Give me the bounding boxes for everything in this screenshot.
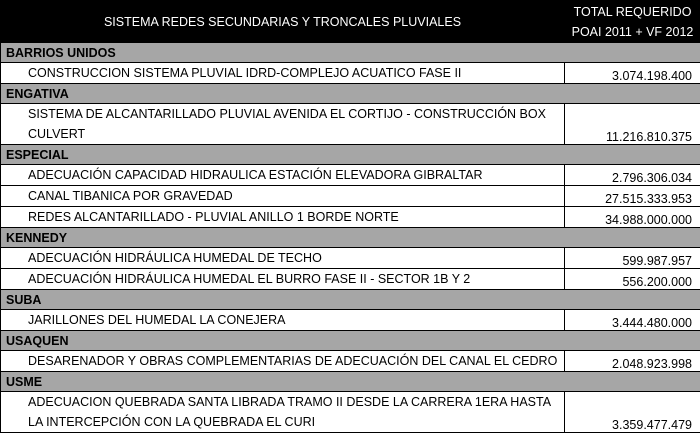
group-row-suba [1,290,700,310]
project-total: 2.796.306.034 [565,165,700,186]
table-row [1,269,700,290]
group-row-usaquen [1,331,700,351]
header-row [1,1,700,43]
project-total: 27.515.333.953 [565,186,700,207]
table-row [1,186,700,207]
project-total: 34.988.000.000 [565,207,700,228]
group-row-barrios-unidos [1,43,700,63]
table-row [1,392,700,433]
project-description: ADECUACIÓN HIDRÁULICA HUMEDAL DE TECHO [1,248,565,269]
group-name: KENNEDY [1,228,700,248]
project-description: CONSTRUCCION SISTEMA PLUVIAL IDRD-COMPLEJO ACUATICO FASE II [1,63,565,84]
table-row [1,104,700,145]
total-header-line2: POAI 2011 + VF 2012 [570,22,695,42]
project-total: 3.074.198.400 [565,63,700,84]
total-header-line1: TOTAL REQUERIDO [570,2,695,22]
group-row-especial [1,145,700,165]
table-row [1,207,700,228]
project-total: 556.200.000 [565,269,700,290]
project-total: 11.216.810.375 [565,104,700,145]
project-description: JARILLONES DEL HUMEDAL LA CONEJERA [1,310,565,331]
group-row-engativa [1,84,700,104]
project-description: DESARENADOR Y OBRAS COMPLEMENTARIAS DE ADECUACIÓN DEL CANAL EL CEDRO [1,351,565,372]
project-description: ADECUACIÓN HIDRÁULICA HUMEDAL EL BURRO FASE II - SECTOR 1B Y 2 [1,269,565,290]
project-description: ADECUACION QUEBRADA SANTA LIBRADA TRAMO II DESDE LA CARRERA 1ERA HASTA LA INTERCEPCIÓN CON LA QUEBRADA EL CURI [1,392,565,433]
group-name: ESPECIAL [1,145,700,165]
table-title: SISTEMA REDES SECUNDARIAS Y TRONCALES PLUVIALES [1,1,565,43]
project-description: CANAL TIBANICA POR GRAVEDAD [1,186,565,207]
group-row-usme [1,372,700,392]
project-description: SISTEMA DE ALCANTARILLADO PLUVIAL AVENIDA EL CORTIJO - CONSTRUCCIÓN BOX CULVERT [1,104,565,145]
project-description: REDES ALCANTARILLADO - PLUVIAL ANILLO 1 BORDE NORTE [1,207,565,228]
project-description: ADECUACIÓN CAPACIDAD HIDRAULICA ESTACIÓN ELEVADORA GIBRALTAR [1,165,565,186]
project-total: 599.987.957 [565,248,700,269]
group-row-kennedy [1,228,700,248]
group-name: USME [1,372,700,392]
table-row [1,351,700,372]
project-total: 2.048.923.998 [565,351,700,372]
group-name: ENGATIVA [1,84,700,104]
table-row [1,165,700,186]
table-row [1,310,700,331]
table-body [1,43,700,433]
total-column-header [565,1,700,43]
table-row [1,248,700,269]
project-total: 3.444.480.000 [565,310,700,331]
project-total: 3.359.477.479 [565,392,700,433]
group-name: BARRIOS UNIDOS [1,43,700,63]
group-name: SUBA [1,290,700,310]
group-name: USAQUEN [1,331,700,351]
table-row [1,63,700,84]
